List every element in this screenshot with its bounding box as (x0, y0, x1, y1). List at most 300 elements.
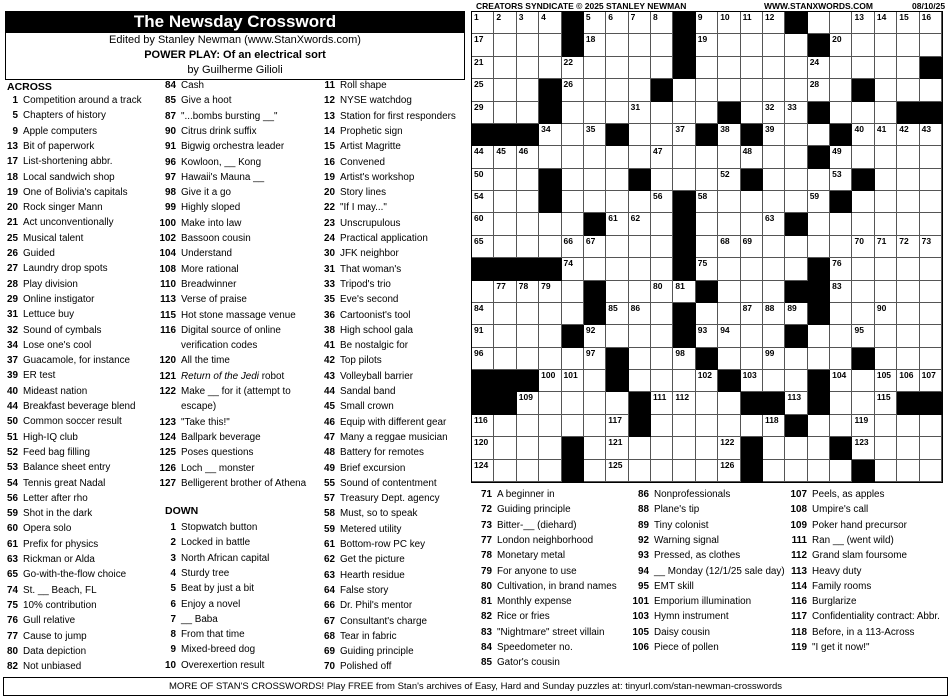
grid-cell[interactable] (763, 370, 785, 392)
grid-cell[interactable] (673, 102, 695, 124)
grid-cell[interactable] (606, 102, 628, 124)
grid-cell[interactable] (920, 124, 942, 146)
clue[interactable] (156, 370, 284, 384)
grid-cell[interactable] (785, 191, 807, 213)
grid-cell[interactable] (763, 325, 785, 347)
grid-cell[interactable] (741, 79, 763, 101)
grid-cell[interactable] (920, 370, 942, 392)
clue[interactable] (156, 613, 218, 627)
grid-cell[interactable] (472, 303, 494, 325)
clue[interactable] (476, 488, 555, 502)
grid-cell[interactable] (651, 12, 673, 34)
grid-cell[interactable] (629, 79, 651, 101)
grid-cell[interactable] (718, 236, 740, 258)
grid-cell[interactable] (629, 236, 651, 258)
grid-cell[interactable] (562, 191, 584, 213)
clue[interactable] (2, 109, 106, 123)
grid-cell[interactable] (852, 146, 874, 168)
grid-cell[interactable] (472, 79, 494, 101)
grid-cell[interactable] (539, 370, 561, 392)
clue[interactable] (2, 522, 71, 536)
grid-cell[interactable] (875, 437, 897, 459)
grid-cell[interactable] (830, 34, 852, 56)
grid-cell[interactable] (897, 258, 919, 280)
clue[interactable] (629, 626, 710, 640)
grid-cell[interactable] (897, 213, 919, 235)
grid-cell[interactable] (830, 12, 852, 34)
grid-cell[interactable] (875, 325, 897, 347)
grid-cell[interactable] (897, 124, 919, 146)
grid-cell[interactable] (920, 281, 942, 303)
clue[interactable] (313, 370, 413, 384)
grid-cell[interactable] (718, 258, 740, 280)
clue[interactable] (2, 125, 97, 139)
grid-cell[interactable] (562, 79, 584, 101)
grid-cell[interactable] (741, 236, 763, 258)
grid-cell[interactable] (539, 460, 561, 482)
grid-cell[interactable] (629, 258, 651, 280)
grid-cell[interactable] (606, 415, 628, 437)
grid-cell[interactable] (808, 169, 830, 191)
clue[interactable] (2, 385, 87, 399)
grid-cell[interactable] (494, 348, 516, 370)
clue[interactable] (629, 488, 730, 502)
grid-cell[interactable] (741, 146, 763, 168)
grid-cell[interactable] (875, 191, 897, 213)
clue[interactable] (2, 431, 78, 445)
clue[interactable] (313, 156, 385, 170)
clue[interactable] (787, 534, 894, 548)
clue[interactable] (787, 595, 856, 609)
grid-cell[interactable] (539, 12, 561, 34)
clue[interactable] (156, 462, 255, 476)
grid-cell[interactable] (830, 236, 852, 258)
grid-cell[interactable] (830, 415, 852, 437)
clue[interactable] (156, 278, 236, 292)
grid-cell[interactable] (472, 415, 494, 437)
grid-cell[interactable] (741, 348, 763, 370)
clue[interactable] (476, 595, 572, 609)
clue[interactable] (156, 156, 261, 170)
clue[interactable] (313, 385, 395, 399)
grid-cell[interactable] (472, 281, 494, 303)
clue[interactable] (156, 94, 232, 108)
clue[interactable] (313, 232, 428, 246)
grid-cell[interactable] (897, 12, 919, 34)
grid-cell[interactable] (897, 325, 919, 347)
clue[interactable] (629, 503, 699, 517)
grid-cell[interactable] (808, 213, 830, 235)
clue[interactable] (313, 462, 405, 476)
grid-cell[interactable] (472, 191, 494, 213)
grid-cell[interactable] (852, 102, 874, 124)
clue[interactable] (313, 140, 401, 154)
clue[interactable] (2, 171, 115, 185)
clue[interactable] (313, 507, 417, 521)
grid-cell[interactable] (673, 169, 695, 191)
grid-cell[interactable] (741, 34, 763, 56)
grid-cell[interactable] (651, 236, 673, 258)
grid-cell[interactable] (852, 437, 874, 459)
grid-cell[interactable] (785, 460, 807, 482)
grid-cell[interactable] (494, 415, 516, 437)
clue[interactable] (787, 580, 871, 594)
grid-cell[interactable] (517, 348, 539, 370)
grid-cell[interactable] (696, 303, 718, 325)
grid-cell[interactable] (875, 415, 897, 437)
grid-cell[interactable] (584, 415, 606, 437)
grid-cell[interactable] (897, 460, 919, 482)
grid-cell[interactable] (920, 12, 942, 34)
clue[interactable] (787, 503, 868, 517)
clue[interactable] (313, 247, 399, 261)
clue[interactable] (787, 488, 884, 502)
grid-cell[interactable] (651, 370, 673, 392)
grid-cell[interactable] (897, 169, 919, 191)
grid-cell[interactable] (763, 236, 785, 258)
grid-cell[interactable] (539, 34, 561, 56)
grid-cell[interactable] (517, 213, 539, 235)
clue[interactable] (313, 584, 388, 598)
grid-cell[interactable] (696, 415, 718, 437)
clue[interactable] (2, 584, 97, 598)
grid-cell[interactable] (696, 370, 718, 392)
grid-cell[interactable] (763, 460, 785, 482)
clue[interactable] (2, 201, 103, 215)
grid-cell[interactable] (763, 437, 785, 459)
grid-cell[interactable] (673, 281, 695, 303)
grid-cell[interactable] (920, 213, 942, 235)
grid-cell[interactable] (584, 437, 606, 459)
clue[interactable] (156, 79, 204, 93)
grid-cell[interactable] (472, 437, 494, 459)
grid-cell[interactable] (852, 213, 874, 235)
grid-cell[interactable] (852, 191, 874, 213)
grid-cell[interactable] (897, 236, 919, 258)
grid-cell[interactable] (494, 437, 516, 459)
clue[interactable] (156, 110, 277, 124)
clue[interactable] (156, 431, 261, 445)
clue[interactable] (313, 186, 386, 200)
grid-cell[interactable] (651, 415, 673, 437)
clue[interactable] (2, 568, 126, 582)
grid-cell[interactable] (920, 437, 942, 459)
grid-cell[interactable] (808, 236, 830, 258)
grid-cell[interactable] (808, 12, 830, 34)
clue[interactable] (313, 431, 448, 445)
grid-cell[interactable] (785, 370, 807, 392)
grid-cell[interactable] (875, 124, 897, 146)
clue[interactable] (2, 278, 78, 292)
clue[interactable] (156, 309, 296, 323)
clue[interactable] (787, 626, 914, 640)
grid-cell[interactable] (897, 415, 919, 437)
grid-cell[interactable] (584, 102, 606, 124)
clue[interactable] (787, 565, 861, 579)
grid-cell[interactable] (494, 236, 516, 258)
clue[interactable] (476, 503, 571, 517)
clue[interactable] (2, 155, 112, 169)
clue[interactable] (156, 477, 306, 491)
grid-cell[interactable] (718, 79, 740, 101)
grid-cell[interactable] (718, 281, 740, 303)
grid-cell[interactable] (517, 236, 539, 258)
grid-cell[interactable] (696, 392, 718, 414)
grid-cell[interactable] (830, 213, 852, 235)
grid-cell[interactable] (808, 191, 830, 213)
grid-cell[interactable] (562, 303, 584, 325)
clue[interactable] (156, 521, 257, 535)
grid-cell[interactable] (785, 392, 807, 414)
clue[interactable] (629, 610, 729, 624)
grid-cell[interactable] (852, 415, 874, 437)
grid-cell[interactable] (696, 191, 718, 213)
grid-cell[interactable] (696, 146, 718, 168)
grid-cell[interactable] (696, 34, 718, 56)
grid-cell[interactable] (539, 392, 561, 414)
clue[interactable] (629, 641, 719, 655)
grid-cell[interactable] (808, 79, 830, 101)
grid-cell[interactable] (920, 236, 942, 258)
grid-cell[interactable] (584, 236, 606, 258)
grid-cell[interactable] (673, 79, 695, 101)
grid-cell[interactable] (696, 258, 718, 280)
grid-cell[interactable] (830, 102, 852, 124)
grid-cell[interactable] (517, 415, 539, 437)
grid-cell[interactable] (763, 12, 785, 34)
grid-cell[interactable] (584, 12, 606, 34)
grid-cell[interactable] (741, 213, 763, 235)
grid-cell[interactable] (629, 213, 651, 235)
grid-cell[interactable] (472, 169, 494, 191)
clue[interactable] (313, 660, 391, 674)
grid-cell[interactable] (539, 57, 561, 79)
grid-cell[interactable] (562, 348, 584, 370)
grid-cell[interactable] (517, 102, 539, 124)
clue[interactable] (313, 217, 400, 231)
clue[interactable] (2, 660, 81, 674)
clue[interactable] (2, 94, 142, 108)
clue[interactable] (2, 293, 94, 307)
grid-cell[interactable] (562, 258, 584, 280)
grid-cell[interactable] (606, 79, 628, 101)
clue[interactable] (476, 549, 565, 563)
grid-cell[interactable] (830, 169, 852, 191)
grid-cell[interactable] (763, 79, 785, 101)
grid-cell[interactable] (606, 460, 628, 482)
grid-cell[interactable] (696, 213, 718, 235)
grid-cell[interactable] (718, 34, 740, 56)
grid-cell[interactable] (651, 303, 673, 325)
grid-cell[interactable] (852, 258, 874, 280)
clue[interactable] (156, 217, 241, 231)
grid-cell[interactable] (629, 57, 651, 79)
grid-cell[interactable] (741, 191, 763, 213)
clue[interactable] (2, 232, 83, 246)
grid-cell[interactable] (808, 415, 830, 437)
grid-cell[interactable] (539, 213, 561, 235)
grid-cell[interactable] (651, 34, 673, 56)
grid-cell[interactable] (696, 437, 718, 459)
grid-cell[interactable] (718, 124, 740, 146)
grid-cell[interactable] (763, 213, 785, 235)
clue[interactable] (629, 595, 751, 609)
grid-cell[interactable] (562, 392, 584, 414)
grid-cell[interactable] (696, 79, 718, 101)
grid-cell[interactable] (808, 57, 830, 79)
grid-cell[interactable] (897, 281, 919, 303)
clue[interactable] (476, 565, 577, 579)
grid-cell[interactable] (606, 281, 628, 303)
grid-cell[interactable] (920, 146, 942, 168)
grid-cell[interactable] (584, 325, 606, 347)
grid-cell[interactable] (696, 57, 718, 79)
grid-cell[interactable] (606, 169, 628, 191)
grid-cell[interactable] (808, 325, 830, 347)
grid-cell[interactable] (897, 348, 919, 370)
grid-cell[interactable] (562, 169, 584, 191)
grid-cell[interactable] (875, 213, 897, 235)
grid-cell[interactable] (494, 12, 516, 34)
grid-cell[interactable] (517, 281, 539, 303)
grid-cell[interactable] (830, 281, 852, 303)
grid-cell[interactable] (606, 303, 628, 325)
grid-cell[interactable] (875, 281, 897, 303)
grid-cell[interactable] (763, 57, 785, 79)
grid-cell[interactable] (584, 146, 606, 168)
grid-cell[interactable] (808, 348, 830, 370)
grid-cell[interactable] (920, 191, 942, 213)
grid-cell[interactable] (852, 325, 874, 347)
grid-cell[interactable] (562, 57, 584, 79)
clue[interactable] (629, 534, 719, 548)
grid-cell[interactable] (741, 370, 763, 392)
grid-cell[interactable] (830, 57, 852, 79)
grid-cell[interactable] (785, 236, 807, 258)
clue[interactable] (313, 477, 437, 491)
grid-cell[interactable] (875, 460, 897, 482)
clue[interactable] (156, 567, 229, 581)
grid-cell[interactable] (517, 146, 539, 168)
grid-cell[interactable] (539, 236, 561, 258)
grid-cell[interactable] (763, 102, 785, 124)
clue[interactable] (156, 247, 232, 261)
clue[interactable] (787, 610, 940, 624)
grid-cell[interactable] (897, 437, 919, 459)
grid-cell[interactable] (897, 191, 919, 213)
clue[interactable] (156, 140, 284, 154)
grid-cell[interactable] (472, 325, 494, 347)
clue[interactable] (2, 262, 108, 276)
clue[interactable] (313, 309, 411, 323)
grid-cell[interactable] (718, 460, 740, 482)
grid-cell[interactable] (852, 392, 874, 414)
clue[interactable] (313, 538, 425, 552)
grid-cell[interactable] (830, 146, 852, 168)
grid-cell[interactable] (673, 392, 695, 414)
clue[interactable] (156, 171, 264, 185)
clue[interactable] (313, 94, 412, 108)
clue[interactable] (313, 599, 412, 613)
grid-cell[interactable] (584, 57, 606, 79)
grid-cell[interactable] (852, 57, 874, 79)
grid-cell[interactable] (584, 34, 606, 56)
clue[interactable] (2, 477, 105, 491)
clue[interactable] (156, 400, 216, 414)
clue[interactable] (2, 339, 91, 353)
grid-cell[interactable] (830, 392, 852, 414)
grid-cell[interactable] (673, 415, 695, 437)
grid-cell[interactable] (584, 169, 606, 191)
clue[interactable] (156, 263, 239, 277)
grid-cell[interactable] (539, 325, 561, 347)
grid-cell[interactable] (897, 57, 919, 79)
grid-cell[interactable] (741, 325, 763, 347)
grid-cell[interactable] (808, 124, 830, 146)
clue[interactable] (313, 400, 394, 414)
clue[interactable] (2, 324, 102, 338)
grid-cell[interactable] (785, 34, 807, 56)
grid-cell[interactable] (651, 169, 673, 191)
clue[interactable] (2, 247, 55, 261)
grid-cell[interactable] (830, 79, 852, 101)
grid-cell[interactable] (875, 102, 897, 124)
grid-cell[interactable] (562, 124, 584, 146)
grid-cell[interactable] (920, 348, 942, 370)
grid-cell[interactable] (606, 34, 628, 56)
clue[interactable] (313, 416, 446, 430)
grid-cell[interactable] (606, 258, 628, 280)
clue[interactable] (2, 614, 75, 628)
grid-cell[interactable] (629, 34, 651, 56)
clue[interactable] (313, 171, 414, 185)
clue[interactable] (156, 201, 240, 215)
grid-cell[interactable] (606, 437, 628, 459)
clue[interactable] (156, 582, 254, 596)
grid-cell[interactable] (718, 146, 740, 168)
grid-cell[interactable] (517, 392, 539, 414)
clue[interactable] (156, 659, 264, 673)
grid-cell[interactable] (651, 437, 673, 459)
clue[interactable] (313, 615, 427, 629)
grid-cell[interactable] (785, 258, 807, 280)
grid-cell[interactable] (875, 348, 897, 370)
clue[interactable] (2, 553, 95, 567)
grid-cell[interactable] (629, 124, 651, 146)
clue[interactable] (2, 461, 110, 475)
grid-cell[interactable] (629, 325, 651, 347)
clue[interactable] (313, 630, 397, 644)
clue[interactable] (156, 536, 250, 550)
grid-cell[interactable] (718, 325, 740, 347)
grid-cell[interactable] (629, 102, 651, 124)
grid-cell[interactable] (494, 57, 516, 79)
grid-cell[interactable] (920, 303, 942, 325)
grid-cell[interactable] (718, 437, 740, 459)
grid-cell[interactable] (517, 169, 539, 191)
clue[interactable] (787, 641, 870, 655)
grid-cell[interactable] (830, 348, 852, 370)
clue[interactable] (2, 538, 98, 552)
grid-cell[interactable] (875, 146, 897, 168)
clue[interactable] (2, 186, 128, 200)
grid-cell[interactable] (562, 213, 584, 235)
grid-cell[interactable] (584, 79, 606, 101)
grid-cell[interactable] (651, 213, 673, 235)
grid-cell[interactable] (718, 415, 740, 437)
grid-cell[interactable] (920, 258, 942, 280)
clue[interactable] (476, 534, 593, 548)
